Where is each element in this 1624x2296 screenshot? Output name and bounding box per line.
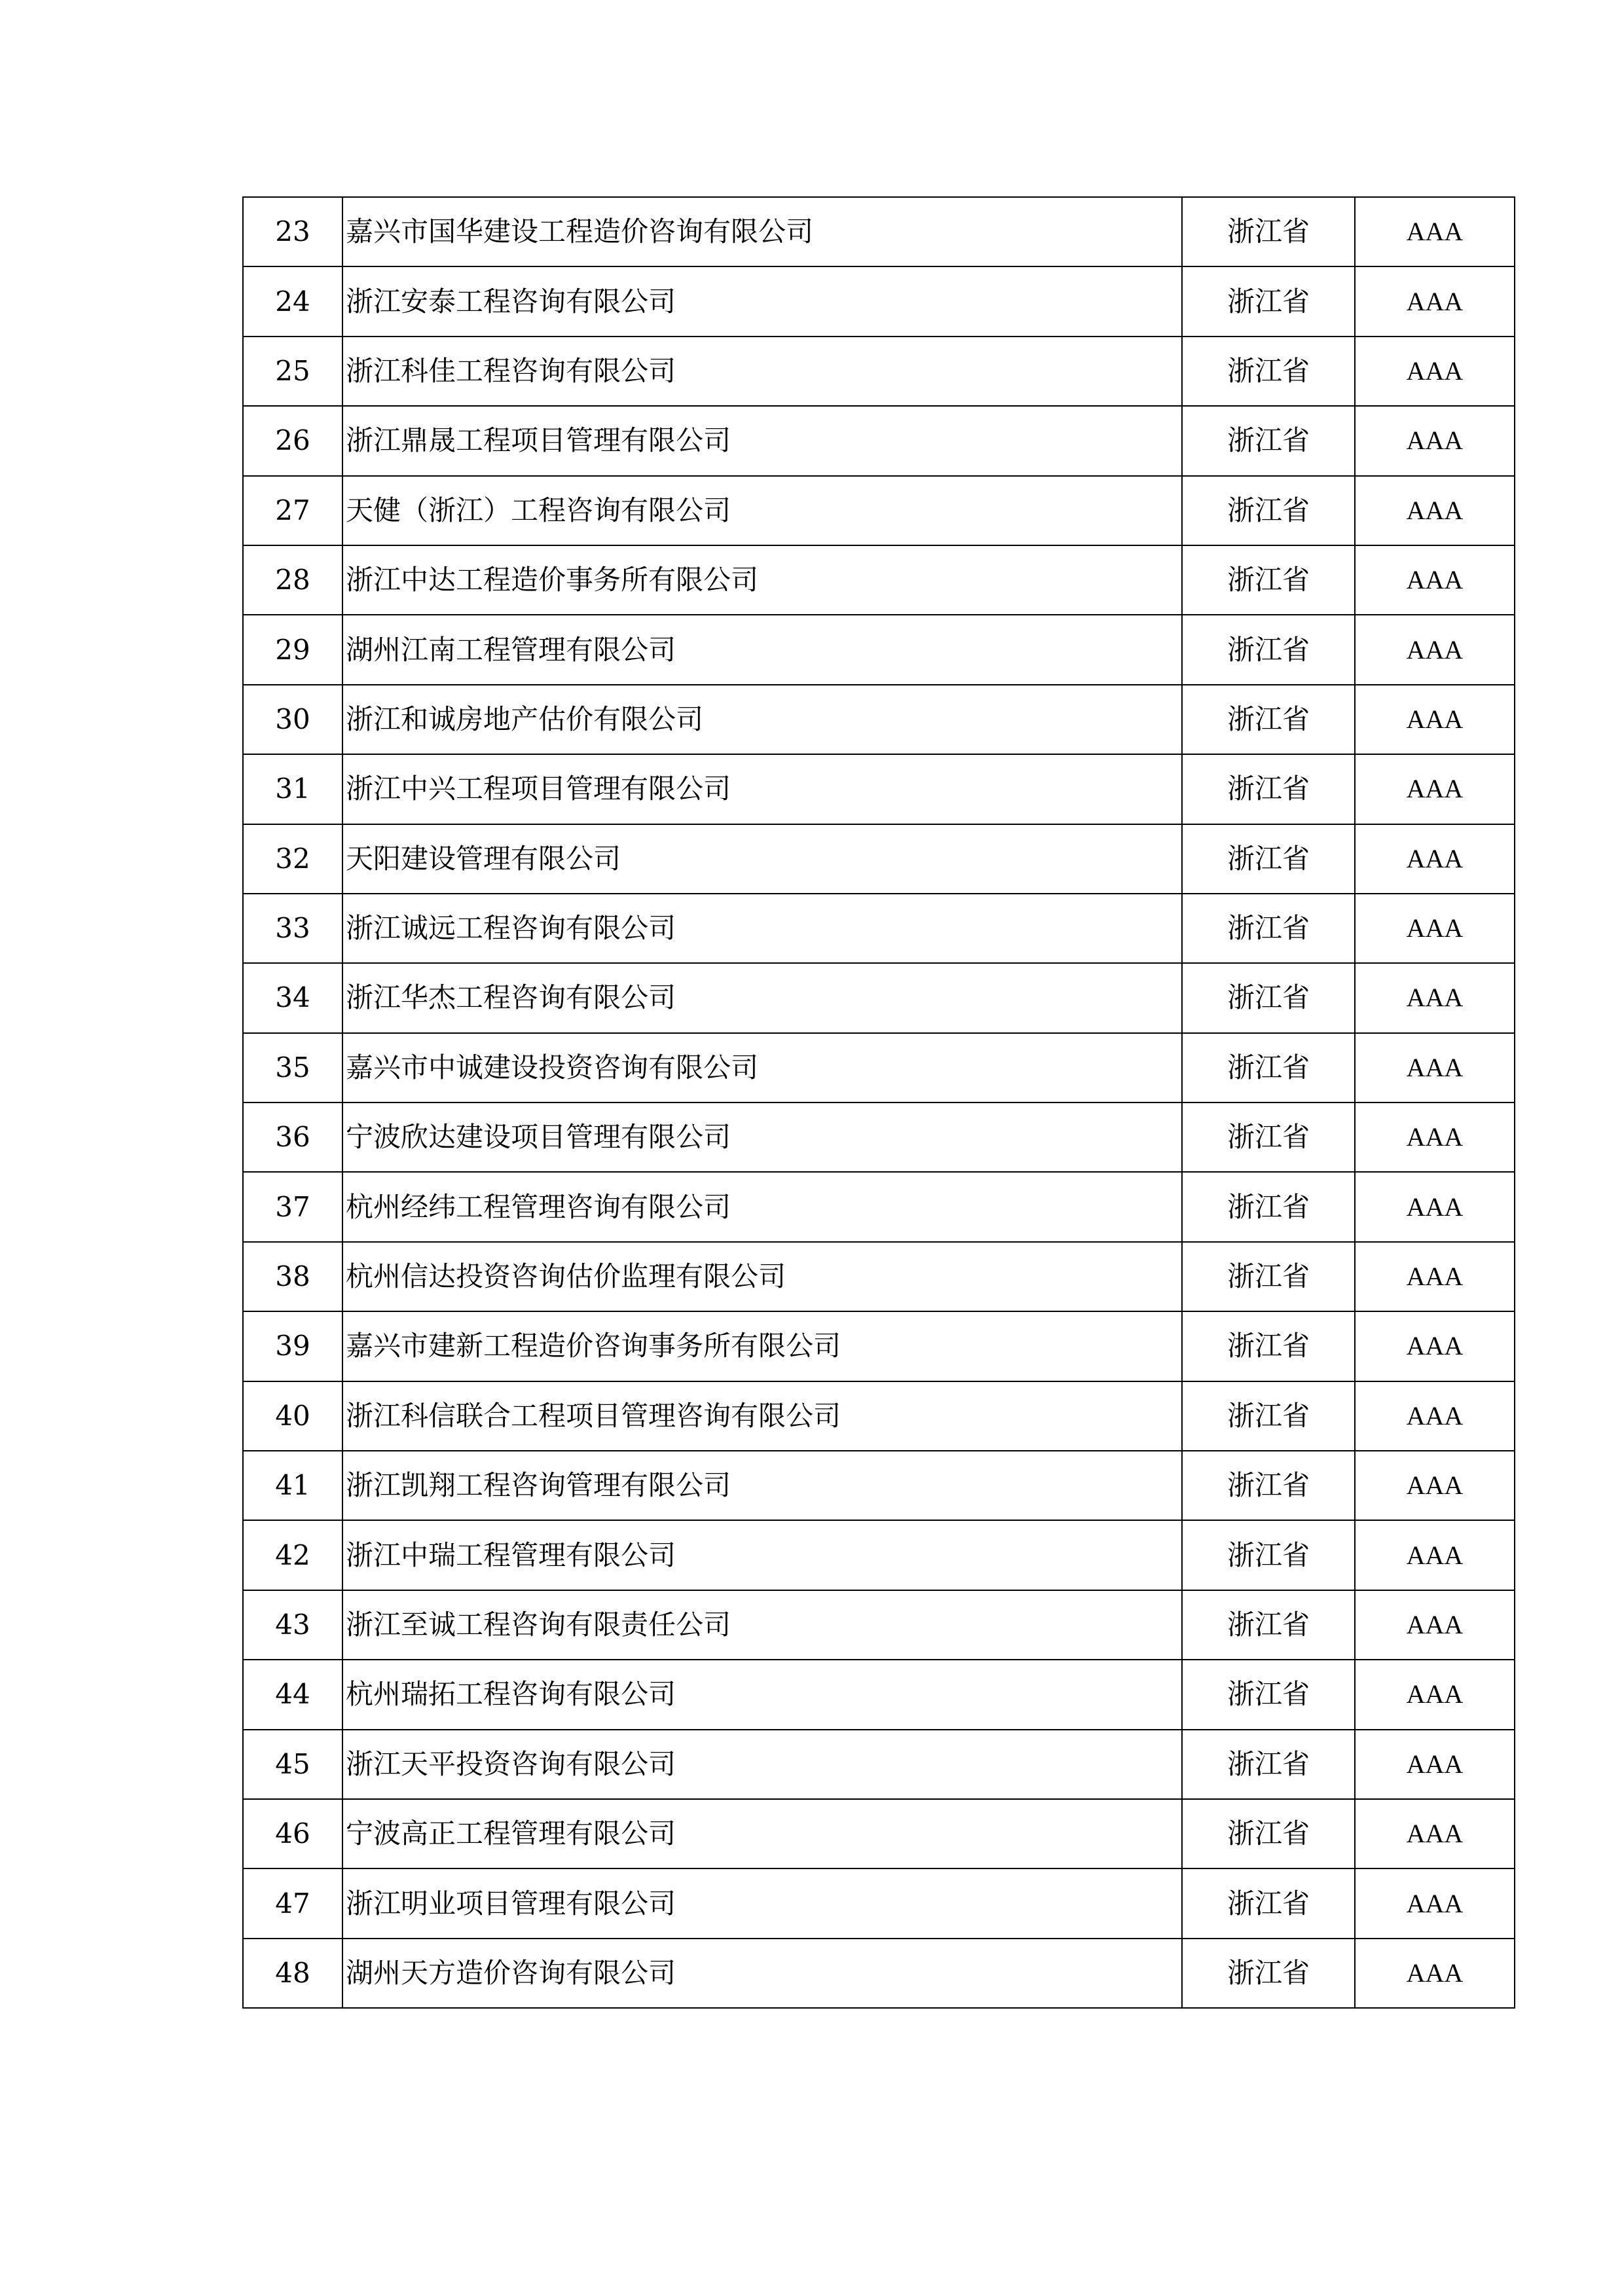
- company-name-cell: 浙江至诚工程咨询有限责任公司: [342, 1590, 1182, 1660]
- table-row: [243, 1033, 1515, 1102]
- table-row: [243, 1939, 1515, 2008]
- company-name-cell: 浙江华杰工程咨询有限公司: [342, 963, 1182, 1032]
- table-row: [243, 337, 1515, 406]
- company-name-cell: 浙江鼎晟工程项目管理有限公司: [342, 406, 1182, 475]
- company-name-cell: 杭州瑞拓工程咨询有限公司: [342, 1660, 1182, 1729]
- row-number-cell: 33: [243, 894, 342, 963]
- rating-cell: AAA: [1355, 1868, 1515, 1938]
- province-cell: 浙江省: [1182, 1311, 1355, 1381]
- rating-cell: AAA: [1355, 963, 1515, 1032]
- province-cell: 浙江省: [1182, 1520, 1355, 1590]
- company-name-cell: 湖州江南工程管理有限公司: [342, 615, 1182, 684]
- rating-cell: AAA: [1355, 1242, 1515, 1311]
- table-row: [243, 1590, 1515, 1660]
- table-row: [243, 1311, 1515, 1381]
- row-number-cell: 35: [243, 1033, 342, 1102]
- row-number-cell: 24: [243, 266, 342, 336]
- table-row: [243, 685, 1515, 754]
- table-row: [243, 406, 1515, 475]
- row-number-cell: 44: [243, 1660, 342, 1729]
- row-number-cell: 42: [243, 1520, 342, 1590]
- table-row: [243, 1730, 1515, 1799]
- table-row: [243, 824, 1515, 894]
- row-number-cell: 48: [243, 1939, 342, 2008]
- table-row: [243, 1799, 1515, 1868]
- company-name-cell: 浙江明业项目管理有限公司: [342, 1868, 1182, 1938]
- row-number-cell: 41: [243, 1451, 342, 1520]
- province-cell: 浙江省: [1182, 615, 1355, 684]
- table-row: [243, 963, 1515, 1032]
- company-name-cell: 浙江中兴工程项目管理有限公司: [342, 754, 1182, 824]
- province-cell: 浙江省: [1182, 1242, 1355, 1311]
- table-row: [243, 754, 1515, 824]
- province-cell: 浙江省: [1182, 406, 1355, 475]
- row-number-cell: 23: [243, 197, 342, 266]
- rating-cell: AAA: [1355, 1939, 1515, 2008]
- table-row: [243, 1242, 1515, 1311]
- province-cell: 浙江省: [1182, 1730, 1355, 1799]
- company-name-cell: 浙江安泰工程咨询有限公司: [342, 266, 1182, 336]
- rating-cell: AAA: [1355, 197, 1515, 266]
- company-name-cell: 浙江中达工程造价事务所有限公司: [342, 545, 1182, 615]
- company-name-cell: 宁波高正工程管理有限公司: [342, 1799, 1182, 1868]
- table-row: [243, 266, 1515, 336]
- province-cell: 浙江省: [1182, 1939, 1355, 2008]
- province-cell: 浙江省: [1182, 824, 1355, 894]
- province-cell: 浙江省: [1182, 476, 1355, 545]
- province-cell: 浙江省: [1182, 545, 1355, 615]
- rating-cell: AAA: [1355, 615, 1515, 684]
- province-cell: 浙江省: [1182, 1102, 1355, 1172]
- province-cell: 浙江省: [1182, 1033, 1355, 1102]
- rating-cell: AAA: [1355, 1172, 1515, 1241]
- rating-cell: AAA: [1355, 1590, 1515, 1660]
- rating-cell: AAA: [1355, 266, 1515, 336]
- rating-cell: AAA: [1355, 406, 1515, 475]
- table-row: [243, 1520, 1515, 1590]
- rating-cell: AAA: [1355, 545, 1515, 615]
- province-cell: 浙江省: [1182, 1590, 1355, 1660]
- row-number-cell: 40: [243, 1381, 342, 1451]
- rating-cell: AAA: [1355, 894, 1515, 963]
- table-row: [243, 894, 1515, 963]
- province-cell: 浙江省: [1182, 337, 1355, 406]
- province-cell: 浙江省: [1182, 963, 1355, 1032]
- row-number-cell: 38: [243, 1242, 342, 1311]
- company-name-cell: 嘉兴市国华建设工程造价咨询有限公司: [342, 197, 1182, 266]
- province-cell: 浙江省: [1182, 266, 1355, 336]
- province-cell: 浙江省: [1182, 685, 1355, 754]
- rating-cell: AAA: [1355, 337, 1515, 406]
- province-cell: 浙江省: [1182, 1799, 1355, 1868]
- province-cell: 浙江省: [1182, 754, 1355, 824]
- row-number-cell: 46: [243, 1799, 342, 1868]
- row-number-cell: 31: [243, 754, 342, 824]
- company-rating-table: [242, 196, 1515, 2009]
- company-name-cell: 浙江科佳工程咨询有限公司: [342, 337, 1182, 406]
- company-name-cell: 宁波欣达建设项目管理有限公司: [342, 1102, 1182, 1172]
- province-cell: 浙江省: [1182, 894, 1355, 963]
- company-name-cell: 浙江和诚房地产估价有限公司: [342, 685, 1182, 754]
- table-body: [243, 197, 1515, 2008]
- company-name-cell: 嘉兴市中诚建设投资咨询有限公司: [342, 1033, 1182, 1102]
- rating-cell: AAA: [1355, 1660, 1515, 1729]
- company-name-cell: 杭州信达投资咨询估价监理有限公司: [342, 1242, 1182, 1311]
- table-row: [243, 545, 1515, 615]
- table-row: [243, 476, 1515, 545]
- row-number-cell: 47: [243, 1868, 342, 1938]
- province-cell: 浙江省: [1182, 1172, 1355, 1241]
- province-cell: 浙江省: [1182, 1381, 1355, 1451]
- company-name-cell: 浙江凯翔工程咨询管理有限公司: [342, 1451, 1182, 1520]
- row-number-cell: 34: [243, 963, 342, 1032]
- row-number-cell: 43: [243, 1590, 342, 1660]
- rating-cell: AAA: [1355, 754, 1515, 824]
- row-number-cell: 37: [243, 1172, 342, 1241]
- row-number-cell: 27: [243, 476, 342, 545]
- province-cell: 浙江省: [1182, 197, 1355, 266]
- row-number-cell: 39: [243, 1311, 342, 1381]
- rating-cell: AAA: [1355, 476, 1515, 545]
- company-name-cell: 浙江科信联合工程项目管理咨询有限公司: [342, 1381, 1182, 1451]
- table-row: [243, 1868, 1515, 1938]
- rating-cell: AAA: [1355, 685, 1515, 754]
- table-row: [243, 1451, 1515, 1520]
- company-name-cell: 杭州经纬工程管理咨询有限公司: [342, 1172, 1182, 1241]
- rating-cell: AAA: [1355, 1033, 1515, 1102]
- table-row: [243, 1102, 1515, 1172]
- rating-cell: AAA: [1355, 1730, 1515, 1799]
- row-number-cell: 36: [243, 1102, 342, 1172]
- company-name-cell: 天健（浙江）工程咨询有限公司: [342, 476, 1182, 545]
- company-name-cell: 天阳建设管理有限公司: [342, 824, 1182, 894]
- table-row: [243, 615, 1515, 684]
- row-number-cell: 25: [243, 337, 342, 406]
- rating-cell: AAA: [1355, 1799, 1515, 1868]
- row-number-cell: 26: [243, 406, 342, 475]
- rating-cell: AAA: [1355, 1311, 1515, 1381]
- rating-cell: AAA: [1355, 1381, 1515, 1451]
- province-cell: 浙江省: [1182, 1868, 1355, 1938]
- rating-cell: AAA: [1355, 824, 1515, 894]
- province-cell: 浙江省: [1182, 1451, 1355, 1520]
- row-number-cell: 30: [243, 685, 342, 754]
- table-row: [243, 1172, 1515, 1241]
- rating-cell: AAA: [1355, 1451, 1515, 1520]
- company-name-cell: 嘉兴市建新工程造价咨询事务所有限公司: [342, 1311, 1182, 1381]
- company-name-cell: 浙江天平投资咨询有限公司: [342, 1730, 1182, 1799]
- rating-cell: AAA: [1355, 1520, 1515, 1590]
- row-number-cell: 28: [243, 545, 342, 615]
- table-row: [243, 197, 1515, 266]
- company-name-cell: 浙江诚远工程咨询有限公司: [342, 894, 1182, 963]
- row-number-cell: 45: [243, 1730, 342, 1799]
- company-name-cell: 湖州天方造价咨询有限公司: [342, 1939, 1182, 2008]
- row-number-cell: 32: [243, 824, 342, 894]
- company-name-cell: 浙江中瑞工程管理有限公司: [342, 1520, 1182, 1590]
- province-cell: 浙江省: [1182, 1660, 1355, 1729]
- row-number-cell: 29: [243, 615, 342, 684]
- table-row: [243, 1660, 1515, 1729]
- rating-cell: AAA: [1355, 1102, 1515, 1172]
- table-row: [243, 1381, 1515, 1451]
